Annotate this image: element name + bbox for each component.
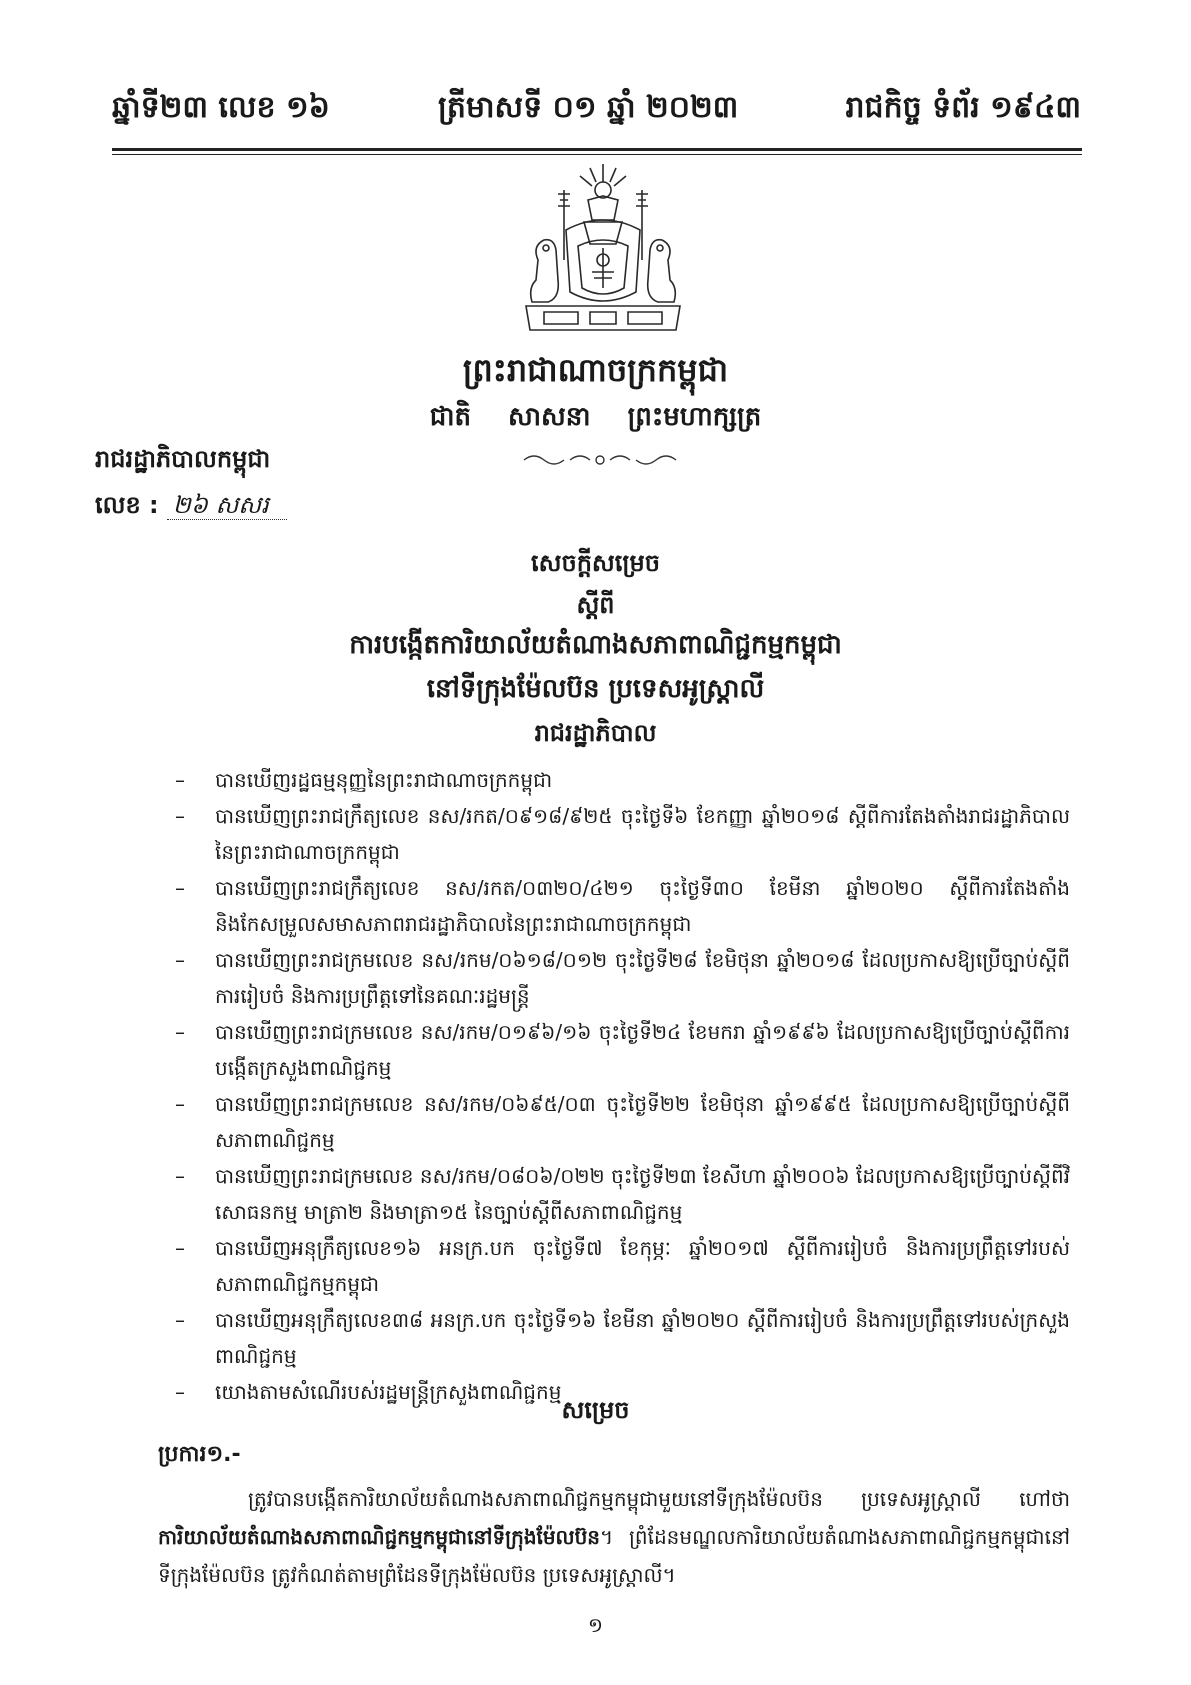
kingdom-title: ព្រះរាជាណាចក្រកម្ពុជា [462,351,729,389]
citation-list [175,762,1070,1410]
header-rule-thick [112,148,1082,151]
issuing-authority: រាជរដ្ឋាភិបាល [534,719,657,747]
national-motto: ជាតិ សាសនា ព្រះមហាក្សត្រ [429,402,762,432]
list-item: – បានឃើញព្រះរាជក្រមលេខ នស/រកម/០៦១៨/០១២ ចុះថ្ងៃទី២៨ ខែមិថុនា ឆ្នាំ២០១៨ ដែលប្រកាសឱ្យប្រើច្បាប់ស្តីពីការរៀបចំ និងការប្រព្រឹត្តទៅនៃគណៈរដ្ឋមន្ត្រី [175,948,1070,1008]
decision-subject-label: ស្តីពី [576,591,615,619]
document-number-value: ២៦ សសរ [167,491,287,520]
page-number: ១ [587,1613,604,1637]
list-item: – បានឃើញព្រះរាជក្រឹត្យលេខ នស/រកត/០៣២០/៤២១ ចុះថ្ងៃទី៣០ ខែមីនា ឆ្នាំ២០២០ ស្តីពីការតែងតាំង និងកែសម្រួលសមាសភាពរាជរដ្ឋាភិបាលនៃព្រះរាជាណាចក្រកម្ពុជា [175,876,1070,936]
ornament-divider-icon [520,450,680,470]
issuer-name: រាជរដ្ឋាភិបាលកម្ពុជា [95,445,271,473]
article-1-title: ប្រការ១.- [158,1442,241,1467]
header-rule-thin [112,154,1082,155]
document-number-label: លេខ : [95,491,159,519]
document-number [95,490,287,525]
decision-heading: សេចក្តីសម្រេច [530,549,661,577]
list-item: – បានឃើញព្រះរាជក្រមលេខ នស/រកម/០៦៩៥/០៣ ចុះថ្ងៃទី២២ ខែមិថុនា ឆ្នាំ១៩៩៥ ដែលប្រកាសឱ្យប្រើច្បាប់ស្តីពីសភាពាណិជ្ជកម្ម [175,1092,1070,1152]
decision-subject-line1: ការបង្កើតការិយាល័យតំណាងសភាពាណិជ្ជកម្មកម្ពុជា [349,630,842,660]
list-item: – បានឃើញអនុក្រឹត្យលេខ៣៨ អនក្រ.បក ចុះថ្ងៃទី១៦ ខែមីនា ឆ្នាំ២០២០ ស្តីពីការរៀបចំ និងការប្រព្រឹត្តទៅរបស់ក្រសួងពាណិជ្ជកម្ម [175,1308,1070,1368]
royal-coat-of-arms-icon [518,160,688,338]
list-item: – បានឃើញអនុក្រឹត្យលេខ១៦ អនក្រ.បក ចុះថ្ងៃទី៧ ខែកុម្ភៈ ឆ្នាំ២០១៧ ស្តីពីការរៀបចំ និងការប្រព្រឹត្តទៅរបស់សភាពាណិជ្ជកម្មកម្ពុជា [175,1236,1070,1296]
decides-heading: សម្រេច [561,1396,630,1424]
list-item: – យោងតាមសំណើរបស់រដ្ឋមន្ត្រីក្រសួងពាណិជ្ជកម្ម [175,1380,562,1404]
article-1-body: ត្រូវបានបង្កើតការិយាល័យតំណាងសភាពាណិជ្ជកម្មកម្ពុជាមួយនៅទីក្រុងម៉ែលប៊ន ប្រទេសអូស្ត្រាលី ហៅថា ការិយាល័យតំណាងសភាពាណិជ្ជកម្មកម្ពុជានៅទីក្រុងម៉ែលប៊ន។ ព្រំដែនមណ្ឌលការិយាល័យតំណាងសភាពាណិជ្ជកម្មកម្ពុជានៅទីក្រុងម៉ែលប៊ន ត្រូវកំណត់តាមព្រំដែនទីក្រុងម៉ែលប៊ន ប្រទេសអូស្ត្រាលី។ [158,1487,1070,1587]
list-item: – បានឃើញព្រះរាជក្រឹត្យលេខ នស/រកត/០៩១៨/៩២៥ ចុះថ្ងៃទី៦ ខែកញ្ញា ឆ្នាំ២០១៨ ស្តីពីការតែងតាំងរាជរដ្ឋាភិបាល នៃព្រះរាជាណាចក្រកម្ពុជា [175,804,1070,864]
decision-subject-line2: នៅទីក្រុងម៉ែលប៊ន ប្រទេសអូស្ត្រាលី [426,674,765,704]
gazette-issue: ឆ្នាំទី២៣ លេខ ១៦ [112,90,330,125]
gazette-page: រាជកិច្ច ទំព័រ ១៩៤៣ [845,90,1081,125]
list-item: – បានឃើញព្រះរាជក្រមលេខ នស/រកម/០៨០៦/០២២ ចុះថ្ងៃទី២៣ ខែសីហា ឆ្នាំ២០០៦ ដែលប្រកាសឱ្យប្រើច្បាប់ស្តីពីវិសោធនកម្ម មាត្រា២ និងមាត្រា១៥ នៃច្បាប់ស្តីពីសភាពាណិជ្ជកម្ម [175,1164,1070,1224]
gazette-quarter: ត្រីមាសទី ០១ ឆ្នាំ ២០២៣ [438,90,739,125]
list-item: – បានឃើញព្រះរាជក្រមលេខ នស/រកម/០១៩៦/១៦ ចុះថ្ងៃទី២៤ ខែមករា ឆ្នាំ១៩៩៦ ដែលប្រកាសឱ្យប្រើច្បាប់ស្តីពីការបង្កើតក្រសួងពាណិជ្ជកម្ម [175,1020,1070,1080]
list-item: – បានឃើញរដ្ឋធម្មនុញ្ញនៃព្រះរាជាណាចក្រកម្ពុជា [175,768,553,792]
